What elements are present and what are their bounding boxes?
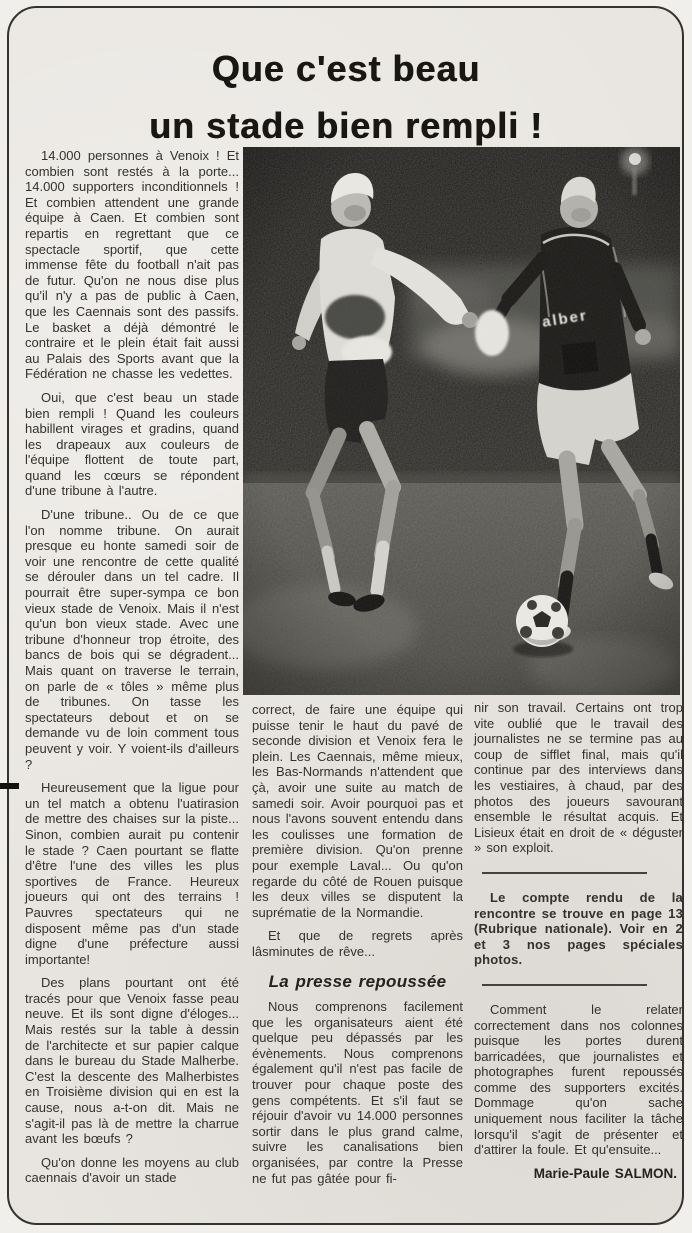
editors-note: Le compte rendu de la rencontre se trouve en page 13 (Rubrique nationale). Voir en 2 et 3 nos pages spéciales photos. [474,889,683,968]
article-paragraph: D'une tribune.. Ou de ce que l'on nomme tribune. On aurait presque eu honte samedi soir de voir une rencontre de cette qualité se dérouler dans un tel cadre. Il pourrait être super-sympa ce bon vieux stade de Venoix. Mais il n'est qu'un bon vieux stade. Avec une tribune d'honneur trop étroite, des bancs de bois qui se dégradent... Mais quant on traverse le terrain, on parle de « tôles » même plus de tribunes. On tasse les spectateurs debout et on se demande vu de loin comment tous peuvent y voir. Y voient-ils d'ailleurs ? [25,507,239,772]
column-middle [252,702,463,1194]
article-paragraph: Qu'on donne les moyens au club caennais d'avoir un stade [25,1154,239,1186]
article-paragraph: 14.000 personnes à Venoix ! Et combien sont restés à la porte... 14.000 supporters inconditionnels ! Et combien attendent une grande équipe à Caen. Et combien sont repartis en regrettant que ce spectacle sportif, que cette immense fête du football n'ait pas de futur. Qu'on ne nous dise plus qu'il n'y a pas de public à Caen, que les Caennais sont des passifs. Le basket a déjà démontré le contraire et le plein était fait aussi au Palais des Sports avant que la Fédération ne chasse les vedettes. [25,148,239,382]
article-paragraph: Oui, que c'est beau un stade bien rempli ! Quand les couleurs habillent virages et gradins, quand les drapeaux aux couleurs de l'équipe flottent de toute part, quand les cœurs se répondent d'une tribune à l'autre. [25,389,239,499]
separator-rule [482,872,647,874]
article-paragraph: Heureusement que la ligue pour un tel match a obtenu l'uatirasion de mettre des chaises sur la piste... Sinon, combien aurait pu contenir le stade ? Caen pourtant se flatte d'être l'une des villes les plus sportives de France. Heureux joueurs qui ont des terrains ! Pauvres spectateurs qui ne disposent même pas d'un stade digne d'une préfecture aussi importante! [25,780,239,967]
separator-rule [482,984,647,986]
column-right [474,700,683,1181]
article-title [0,40,692,154]
author-signature: Marie-Paule SALMON. [533,1165,677,1181]
article-paragraph: correct, de faire une équipe qui puisse tenir le haut du pavé de seconde division et Venoix fera le plein. Les Caennais, même mieux, les Bas-Normands n'attendent que çà, avoir une suite au match de samedi soir. Avoir pourquoi pas et nous l'avons souvent entendu dans les coulisses une formation de première division. Qu'on prenne pour exemple Laval... Ou qu'on regarde du côté de Rouen puisque les deux villes se disputent la suprématie de la Normandie. [252,702,463,920]
article-paragraph: Comment le relater correctement dans nos colonnes puisque les portes durent barricadées, que journalistes et photographes furent repoussés comme des supporters excités. Dommage qu'on sache uniquement nous faciliter la tâche lorsqu'il s'agit de présenter et d'attirer la foule. Et qu'ensuite... [474,1001,683,1158]
article-title-line1: Que c'est beau [211,48,481,90]
article-paragraph: nir son travail. Certains ont trop vite oublié que le travail des journalistes ne se termine pas au coup de sifflet final, mais qu'il continue par des interviews dans les vestiaires, à chaud, par des photos des joueurs savourant ensemble le résultat acquis. Et Lisieux était en droit de « déguster » son exploit. [474,700,683,856]
article-paragraph: Et que de regrets après lâsminutes de rêve... [252,928,463,959]
article-title-line2: un stade bien rempli ! [148,105,544,147]
column-left [25,148,239,1194]
article-paragraph: Des plans pourtant ont été tracés pour que Venoix fasse peau neuve. Et ils sont digne d'éloges... Mais restés sur la table à dessin de l'architecte et sur papier calque dans le bureau du Stade Malherbe. C'est la descente des Malherbistes en Troisième division qui en est la cause, nous a-t-on dit. Mais ne s'agit-il pas là de mettre la charrue avant les bœufs ? [25,975,239,1147]
article-paragraph: Nous comprenons facilement que les organisateurs aient été quelque peu dépassés par les évènements. Nous comprenons également qu'il n'est pas facile de trouver pour chaque poste des gens compétents. Et s'il faut se réjouir d'avoir vu 14.000 personnes sortir dans le plus grand calme, suivre les canalisations bien organisées, par contre la Presse ne fut pas gâtée pour fi- [252,999,463,1186]
match-photo [243,147,680,695]
section-heading: La presse repoussée [268,971,447,991]
print-registration-mark [0,783,19,789]
